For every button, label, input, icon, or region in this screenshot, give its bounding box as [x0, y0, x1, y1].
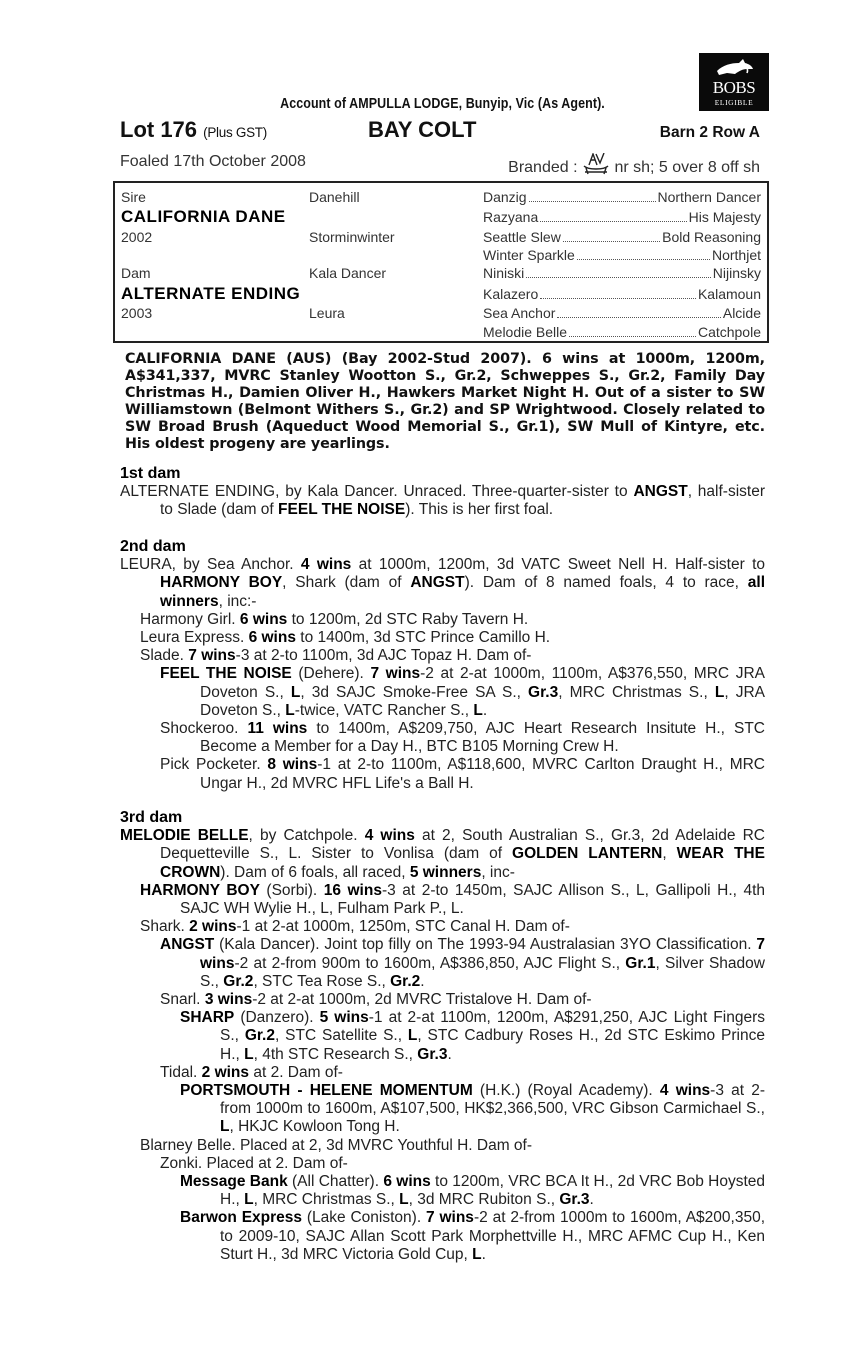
foaled-date: Foaled 17th October 2008: [120, 153, 306, 170]
dam-paragraph: LEURA, by Sea Anchor. 4 wins at 1000m, 1200m, 3d VATC Sweet Nell H. Half-sister to HARMONY BOY, Shark (dam of ANGST). Dam of 8 named foals, 4 to race, all winners, inc:-: [120, 556, 765, 610]
grandparent-left: Kalazero: [483, 286, 539, 302]
sire-year: 2002: [121, 229, 153, 245]
vendor-account: Account of AMPULLA LODGE, Bunyip, Vic (As Agent).: [280, 96, 605, 112]
grandparent-row: [483, 305, 761, 321]
grandparent-right: Kalamoun: [697, 286, 761, 302]
progeny-entry: HARMONY BOY (Sorbi). 16 wins-3 at 2-to 1450m, SAJC Allison S., L, Gallipoli H., 4th SAJC WH Wylie H., L, Fulham Park P., L.: [140, 881, 765, 918]
grandparent-row: [483, 189, 761, 205]
logo-subtext: ELIGIBLE: [714, 98, 754, 107]
dam-label: Dam: [121, 265, 151, 281]
progeny-entry: Blarney Belle. Placed at 2, 3d MVRC Youthful H. Dam of-: [140, 1136, 533, 1154]
sire-name: CALIFORNIA DANE: [121, 207, 286, 226]
grandparent-left: Seattle Slew: [483, 229, 561, 245]
first-dam-section: [120, 465, 765, 520]
progeny-entry: Harmony Girl. 6 wins to 1200m, 2d STC Raby Tavern H.: [140, 610, 529, 628]
progeny-entry: Tidal. 2 wins at 2. Dam of-: [160, 1063, 343, 1081]
dam-sire: Kala Dancer: [309, 265, 387, 281]
grandparent-right: Catchpole: [697, 324, 761, 340]
sire-label: Sire: [121, 189, 146, 205]
section-heading: 2nd dam: [120, 538, 186, 555]
progeny-entry: Slade. 7 wins-3 at 2-to 1100m, 3d AJC Topaz H. Dam of-: [140, 647, 532, 665]
dam-year: 2003: [121, 305, 153, 321]
grandparent-right: Northjet: [711, 247, 761, 263]
branded-info: [508, 153, 760, 177]
grandparent-row: [483, 229, 761, 245]
progeny-entry: Barwon Express (Lake Coniston). 7 wins-2 at 2-from 1000m to 1600m, A$200,350, to 2009-10, SAJC Allan Scott Park Morphettville H., MRC AFMC Cup H., Ken Sturt H., 3d MRC Victoria Gold Cup, L.: [180, 1209, 765, 1263]
progeny-entry: Message Bank (All Chatter). 6 wins to 1200m, VRC BCA It H., 2d VRC Bob Hoysted H., L, MRC Christmas S., L, 3d MRC Rubiton S., Gr.3.: [180, 1173, 765, 1209]
grandparent-left: Danzig: [483, 189, 527, 205]
section-heading: 3rd dam: [120, 809, 183, 826]
lot-note: (Plus GST): [203, 125, 267, 140]
progeny-entry: PORTSMOUTH - HELENE MOMENTUM (H.K.) (Royal Academy). 4 wins-3 at 2-from 1000m to 1600m, A$107,500, HK$2,366,500, VRC Gibson Carmichael S., L, HKJC Kowloon Tong H.: [180, 1082, 766, 1136]
grandparent-row: [483, 265, 761, 281]
pedigree-table: [113, 181, 769, 343]
progeny-entry: Pick Pocketer. 8 wins-1 at 2-to 1100m, A$118,600, MVRC Carlton Draught H., MRC Ungar H., 2d MVRC HFL Life's a Ball H.: [160, 756, 765, 792]
dam-dam: Leura: [309, 305, 345, 321]
grandparent-right: Bold Reasoning: [662, 229, 761, 245]
progeny-entry: Leura Express. 6 wins to 1400m, 3d STC Prince Camillo H.: [140, 629, 551, 647]
branded-detail: nr sh; 5 over 8 off sh: [614, 159, 760, 176]
sire-dam: Storminwinter: [309, 229, 395, 245]
grandparent-right: Northern Dancer: [657, 189, 761, 205]
lot-number: [120, 117, 267, 143]
progeny-entry: FEEL THE NOISE (Dehere). 7 wins-2 at 2-at 1000m, 1100m, A$376,550, MRC JRA Doveton S., L, 3d SAJC Smoke-Free SA S., Gr.3, MRC Christmas S., L, JRA Doveton S., L-twice, VATC Rancher S., L.: [160, 665, 765, 719]
grandparent-left: Razyana: [483, 209, 539, 225]
second-dam-section: [120, 538, 765, 793]
progeny-entry: Shark. 2 wins-1 at 2-at 1000m, 1250m, STC Canal H. Dam of-: [140, 918, 570, 936]
brand-mark-icon: [582, 153, 610, 175]
progeny-entry: Shockeroo. 11 wins to 1400m, A$209,750, AJC Heart Research Insitute H., STC Become a Member for a Day H., BTC B105 Morning Crew H.: [160, 720, 765, 756]
lot-label: Lot 176: [120, 117, 198, 142]
grandparent-row: [483, 324, 761, 340]
grandparent-left: Sea Anchor: [483, 305, 556, 321]
dam-paragraph: MELODIE BELLE, by Catchpole. 4 wins at 2, South Australian S., Gr.3, 2d Adelaide RC Dequetteville S., L. Sister to Vonlisa (dam of GOLDEN LANTERN, WEAR THE CROWN). Dam of 6 foals, all raced, 5 winners, inc-: [120, 827, 765, 881]
grandparent-row: [483, 209, 761, 225]
progeny-entry: SHARP (Danzero). 5 wins-1 at 2-at 1100m, 1200m, A$291,250, AJC Light Fingers S., Gr.2, STC Satellite S., L, STC Cadbury Roses H., 2d STC Eskimo Prince H., L, 4th STC Research S., Gr.3.: [180, 1009, 765, 1063]
sire-sire: Danehill: [309, 189, 360, 205]
progeny-entry: Snarl. 3 wins-2 at 2-at 1000m, 2d MVRC Tristalove H. Dam of-: [160, 991, 592, 1009]
grandparent-right: His Majesty: [688, 209, 761, 225]
dam-name: ALTERNATE ENDING: [121, 284, 301, 303]
horse-head-icon: [713, 57, 755, 79]
grandparent-right: Alcide: [722, 305, 761, 321]
grandparent-right: Nijinsky: [712, 265, 761, 281]
third-dam-section: [120, 809, 765, 1264]
branded-label: Branded :: [508, 159, 578, 176]
progeny-entry: ANGST (Kala Dancer). Joint top filly on The 1993-94 Australasian 3YO Classification. 7 wins-2 at 2-from 900m to 1600m, A$386,850, AJC Flight S., Gr.1, Silver Shadow S., Gr.2, STC Tea Rose S., Gr.2.: [160, 936, 765, 990]
dam-paragraph: ALTERNATE ENDING, by Kala Dancer. Unraced. Three-quarter-sister to ANGST, half-sister to Slade (dam of FEEL THE NOISE). This is her first foal.: [120, 483, 765, 519]
progeny-entry: Zonki. Placed at 2. Dam of-: [160, 1154, 348, 1172]
grandparent-left: Melodie Belle: [483, 324, 568, 340]
colour-sex: BAY COLT: [368, 117, 477, 142]
sire-summary: CALIFORNIA DANE (AUS) (Bay 2002-Stud 2007). 6 wins at 1000m, 1200m, A$341,337, MVRC Stanley Wootton S., Gr.2, Schweppes S., Gr.2, Family Day Christmas H., Damien Oliver H., Hawkers Market Night H. Out of a sister to SW Williamstown (Belmont Withers S., Gr.2) and SP Wrightwood. Closely related to SW Broad Brush (Aqueduct Wood Memorial S., Gr.1), SW Mull of Kintyre, etc. His oldest progeny are yearlings.: [125, 351, 765, 452]
grandparent-row: [483, 286, 761, 302]
grandparent-left: Winter Sparkle: [483, 247, 575, 263]
section-heading: 1st dam: [120, 465, 181, 482]
grandparent-left: Niniski: [483, 265, 525, 281]
logo-text: BOBS: [712, 78, 756, 97]
grandparent-row: [483, 247, 761, 263]
barn-location: Barn 2 Row A: [659, 124, 760, 141]
